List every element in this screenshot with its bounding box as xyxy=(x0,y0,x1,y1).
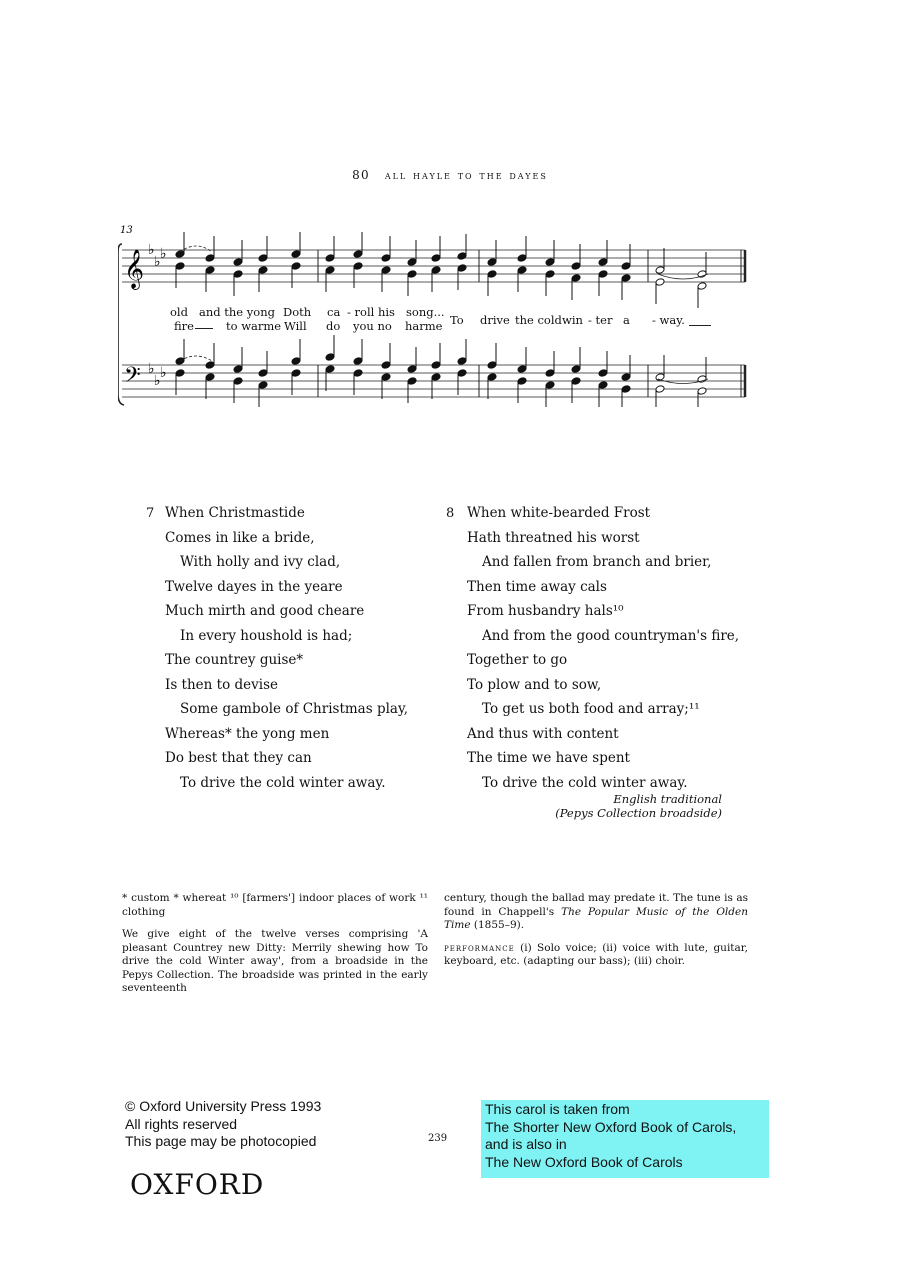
notehead xyxy=(545,258,555,267)
carol-title: all hayle to the dayes xyxy=(384,168,548,182)
slur xyxy=(180,356,212,361)
notehead xyxy=(175,250,185,259)
notehead xyxy=(291,250,301,259)
verse-line: To plow and to sow, xyxy=(467,676,602,693)
verse-line: Is then to devise xyxy=(165,676,278,693)
notehead xyxy=(258,254,268,263)
lyric-syllable: - way. xyxy=(652,313,685,327)
notehead xyxy=(621,262,631,271)
verse-line: And fallen from branch and brier, xyxy=(482,554,712,570)
notehead xyxy=(407,365,417,374)
verse-line: To drive the cold winter away. xyxy=(482,774,688,791)
box-line: The Shorter New Oxford Book of Carols, xyxy=(485,1118,737,1135)
oxford-logo: OXFORD xyxy=(130,1168,265,1201)
notehead xyxy=(381,266,391,275)
verse-line: The time we have spent xyxy=(467,750,630,766)
notehead xyxy=(487,258,497,267)
notehead xyxy=(353,262,363,271)
notehead xyxy=(697,387,707,396)
notehead xyxy=(175,369,185,378)
notehead xyxy=(517,365,527,374)
notehead xyxy=(598,258,608,267)
verse-line: Twelve dayes in the yeare xyxy=(165,578,343,595)
verse-line: Then time away cals xyxy=(467,578,607,595)
notehead xyxy=(655,266,665,275)
notes-continuation: century, though the ballad may predate it. The tune is as found in Chappell's xyxy=(444,892,748,918)
lyric-syllable: the cold xyxy=(515,313,562,327)
book-title: The Popular Music of the Olden Time xyxy=(444,905,748,931)
rights-line: All rights reserved xyxy=(125,1115,238,1132)
verse-line: In every houshold is had; xyxy=(180,627,353,644)
performance-text: (i) Solo voice; (ii) voice with lute, guitar, keyboard, etc. (adapting our bass); (iii) choir. xyxy=(444,941,748,967)
notes-left-column xyxy=(122,892,428,1005)
notehead xyxy=(205,254,215,263)
verse-number: 8 xyxy=(446,506,455,521)
notehead xyxy=(517,254,527,263)
notehead xyxy=(545,381,555,390)
lyric-syllable: do xyxy=(326,319,341,333)
treble-notes xyxy=(175,232,707,308)
treble-staff xyxy=(122,250,745,282)
notehead xyxy=(598,270,608,279)
notehead xyxy=(258,369,268,378)
notehead xyxy=(325,353,335,362)
notehead xyxy=(291,262,301,271)
notehead xyxy=(233,377,243,386)
notehead xyxy=(353,357,363,366)
lyric-syllable: fire xyxy=(174,319,194,333)
performance-label: performance xyxy=(444,942,515,954)
notehead xyxy=(598,381,608,390)
notehead xyxy=(407,258,417,267)
notehead xyxy=(487,270,497,279)
notehead xyxy=(621,373,631,382)
lyric-syllable: drive xyxy=(480,313,510,327)
notehead xyxy=(407,270,417,279)
notehead xyxy=(545,270,555,279)
notehead xyxy=(325,254,335,263)
notehead xyxy=(381,361,391,370)
notehead xyxy=(487,373,497,382)
notehead xyxy=(431,254,441,263)
notehead xyxy=(457,252,467,261)
verse-line: Together to go xyxy=(467,652,568,668)
lyric-syllable: Will xyxy=(284,319,307,333)
notehead xyxy=(571,365,581,374)
bass-staff xyxy=(122,365,745,397)
source-info-box xyxy=(481,1100,769,1178)
notes-paragraph: We give eight of the twelve verses comprising 'A pleasant Countrey new Ditty: Merrily shewing how To drive the cold Winter away', from a broadside in the Pepys Collection. The broadside was printed in the early seventeenth xyxy=(122,928,428,994)
notehead xyxy=(598,369,608,378)
key-signature xyxy=(148,242,167,389)
notehead xyxy=(353,369,363,378)
verse-line: From husbandry hals¹⁰ xyxy=(467,603,624,619)
svg-text:♭: ♭ xyxy=(148,242,155,258)
lyric-syllable: - roll his xyxy=(347,305,395,319)
verse-line: And from the good countryman's fire, xyxy=(482,627,740,644)
verse-line: Whereas* the yong men xyxy=(165,725,330,742)
notehead xyxy=(431,266,441,275)
bass-clef-icon: 𝄢 xyxy=(124,363,141,393)
notehead xyxy=(571,274,581,283)
notehead xyxy=(517,377,527,386)
lyric-syllable: song... xyxy=(406,305,445,319)
notes-years: (1855–9). xyxy=(473,919,525,931)
notehead xyxy=(233,365,243,374)
notehead xyxy=(325,365,335,374)
copyright-block xyxy=(125,1098,321,1151)
page-number: 239 xyxy=(428,1133,448,1144)
notehead xyxy=(621,274,631,283)
notehead xyxy=(545,369,555,378)
box-line: The New Oxford Book of Carols xyxy=(485,1153,683,1170)
melisma-line xyxy=(689,325,711,326)
verse-line: And thus with content xyxy=(467,725,619,742)
svg-text:♭: ♭ xyxy=(160,246,167,262)
notehead xyxy=(233,258,243,267)
verse-line: The countrey guise* xyxy=(165,652,304,668)
treble-clef-icon: 𝄞 xyxy=(124,249,145,289)
footnotes: * custom * whereat ¹⁰ [farmers'] indoor places of work ¹¹ clothing xyxy=(122,892,428,918)
box-line: and is also in xyxy=(485,1136,567,1152)
notehead xyxy=(517,266,527,275)
lyric-syllable: you no xyxy=(353,319,392,333)
verse-line: Do best that they can xyxy=(165,750,312,766)
verse-8 xyxy=(467,501,739,795)
bass-notes xyxy=(175,335,707,407)
verse-line: Much mirth and good cheare xyxy=(165,603,365,619)
credit-line: (Pepys Collection broadside) xyxy=(555,806,722,820)
notehead xyxy=(571,262,581,271)
notehead xyxy=(233,270,243,279)
notehead xyxy=(571,377,581,386)
notehead xyxy=(457,357,467,366)
notehead xyxy=(258,381,268,390)
verse-line: When white-bearded Frost xyxy=(467,505,651,521)
lyric-syllable: ca xyxy=(327,305,341,319)
notehead xyxy=(697,282,707,291)
page-header xyxy=(0,168,900,182)
notehead xyxy=(381,254,391,263)
notehead xyxy=(205,361,215,370)
verse-line: To drive the cold winter away. xyxy=(180,774,386,791)
notehead xyxy=(353,250,363,259)
copyright-line: © Oxford University Press 1993 xyxy=(125,1098,322,1114)
lyric-syllable: harme xyxy=(405,319,443,333)
lyric-syllable: and the yong xyxy=(199,305,275,319)
notehead xyxy=(655,385,665,394)
svg-text:♭: ♭ xyxy=(154,373,161,389)
notehead xyxy=(431,373,441,382)
notehead xyxy=(457,369,467,378)
notehead xyxy=(291,369,301,378)
notehead xyxy=(325,266,335,275)
notehead xyxy=(655,278,665,287)
notes-right-column xyxy=(444,892,748,978)
verse-line: Comes in like a bride, xyxy=(165,529,315,546)
svg-text:♭: ♭ xyxy=(154,254,161,270)
notehead xyxy=(431,361,441,370)
lyric-syllable: To xyxy=(450,313,464,327)
melisma-line xyxy=(195,328,213,329)
lyric-syllable: - ter xyxy=(588,313,613,327)
notehead xyxy=(258,266,268,275)
svg-text:♭: ♭ xyxy=(160,365,167,381)
notehead xyxy=(205,373,215,382)
lyric-syllable: win xyxy=(562,313,583,327)
slur xyxy=(180,246,212,252)
box-line: This carol is taken from xyxy=(485,1101,630,1117)
notehead xyxy=(487,361,497,370)
measure-number: 13 xyxy=(120,225,133,236)
notehead xyxy=(621,385,631,394)
notehead xyxy=(205,266,215,275)
verse-7 xyxy=(165,501,408,795)
lyric-syllable: to warme xyxy=(226,319,282,333)
notehead xyxy=(291,357,301,366)
credit-line: English traditional xyxy=(613,792,722,806)
source-credit xyxy=(520,792,722,820)
verse-line: Some gambole of Christmas play, xyxy=(180,701,409,717)
carol-number: 80 xyxy=(352,168,370,182)
svg-text:♭: ♭ xyxy=(148,361,155,377)
verse-line: When Christmastide xyxy=(165,505,305,521)
lyric-syllable: a xyxy=(623,313,630,327)
notehead xyxy=(457,264,467,273)
notehead xyxy=(407,377,417,386)
notehead xyxy=(381,373,391,382)
lyric-syllable: Doth xyxy=(283,305,312,319)
verse-line: To get us both food and array;¹¹ xyxy=(482,701,700,717)
lyric-syllable: old xyxy=(170,305,188,319)
notehead xyxy=(175,262,185,271)
photocopy-line: This page may be photocopied xyxy=(125,1133,317,1149)
verse-line: Hath threatned his worst xyxy=(467,529,640,546)
verse-line: With holly and ivy clad, xyxy=(180,554,341,570)
verse-number: 7 xyxy=(146,506,155,521)
